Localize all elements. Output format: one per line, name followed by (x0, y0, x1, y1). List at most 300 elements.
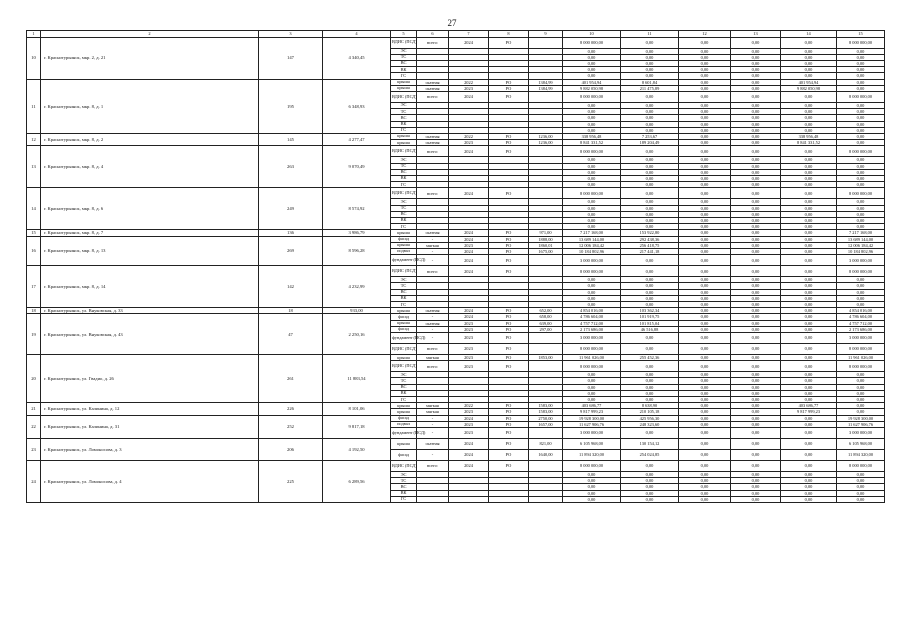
amount-col-13: 0,00 (731, 266, 781, 277)
amount-col-13: 0,00 (731, 182, 781, 188)
work-type: крыша (391, 403, 417, 409)
amount-col-15: 11 627 906,76 (837, 421, 885, 427)
work-type: ЭС (391, 157, 417, 163)
work-volume (529, 333, 563, 344)
work-type: ВС (391, 169, 417, 175)
amount-col-10: 0,00 (563, 48, 621, 54)
column-number-15: 15 (837, 31, 885, 38)
amount-col-14: 9 882 050,98 (781, 85, 837, 91)
work-type: ВДИС (ПСД) (391, 188, 417, 199)
amount-col-14: 0,00 (781, 484, 837, 490)
amount-col-12: 0,00 (679, 308, 731, 314)
amount-col-13: 0,00 (731, 450, 781, 461)
work-volume (529, 344, 563, 355)
amount-col-11: 0,00 (621, 478, 679, 484)
amount-col-13: 0,00 (731, 478, 781, 484)
amount-col-12: 0,00 (679, 490, 731, 496)
amount-col-10: 0,00 (563, 73, 621, 79)
funding-source: РО (489, 421, 529, 427)
work-type: фасад (391, 236, 417, 242)
row-number: 14 (27, 188, 41, 230)
amount-col-13: 0,00 (731, 60, 781, 66)
funding-source: РО (489, 320, 529, 326)
work-type: крыша (391, 320, 417, 326)
work-volume (529, 361, 563, 372)
amount-col-10: 9 817 999,23 (563, 409, 621, 415)
amount-col-12: 0,00 (679, 421, 731, 427)
column-number-4: 4 (323, 31, 391, 38)
amount-col-15: 0,00 (837, 60, 885, 66)
year: 2023 (449, 85, 489, 91)
work-subtype: скатная (417, 133, 449, 139)
work-type: ВК (391, 121, 417, 127)
amount-col-13: 0,00 (731, 236, 781, 242)
amount-col-13: 0,00 (731, 283, 781, 289)
amount-col-13: 0,00 (731, 308, 781, 314)
amount-col-12: 0,00 (679, 73, 731, 79)
amount-col-12: 0,00 (679, 266, 731, 277)
amount-col-15: 0,00 (837, 224, 885, 230)
building-area: 4 340,45 (323, 37, 391, 79)
work-volume: 1583,00 (529, 409, 563, 415)
amount-col-12: 0,00 (679, 248, 731, 254)
amount-col-10: 0,00 (563, 484, 621, 490)
amount-col-11: 0,00 (621, 372, 679, 378)
amount-col-12: 0,00 (679, 283, 731, 289)
work-type: фасад (391, 314, 417, 320)
amount-col-15: 0,00 (837, 205, 885, 211)
amount-col-13: 0,00 (731, 397, 781, 403)
work-subtype: всего: (417, 91, 449, 102)
work-volume: 1888,00 (529, 236, 563, 242)
amount-col-14: 0,00 (781, 127, 837, 133)
amount-col-13: 0,00 (731, 37, 781, 48)
amount-col-11: 0,00 (621, 157, 679, 163)
repair-schedule-sheet (26, 30, 884, 503)
work-type: ТС (391, 205, 417, 211)
amount-col-10: 0,00 (563, 496, 621, 502)
amount-col-10: 8 000 000,00 (563, 461, 621, 472)
work-volume (529, 188, 563, 199)
work-subtype: - (417, 248, 449, 254)
amount-col-12: 0,00 (679, 289, 731, 295)
amount-col-11: 0,00 (621, 67, 679, 73)
funding-source: РО (489, 242, 529, 248)
amount-col-11: 103 362,34 (621, 308, 679, 314)
amount-col-13: 0,00 (731, 355, 781, 361)
work-type: ГС (391, 397, 417, 403)
row-number: 17 (27, 266, 41, 308)
amount-col-10: 0,00 (563, 205, 621, 211)
funding-source: РО (489, 450, 529, 461)
amount-col-12: 0,00 (679, 146, 731, 157)
funding-source: РО (489, 230, 529, 236)
year: 2024 (449, 314, 489, 320)
amount-col-15: 11 894 320,00 (837, 450, 885, 461)
work-type: ГС (391, 496, 417, 502)
amount-col-11: 0,00 (621, 496, 679, 502)
year: 2024 (449, 450, 489, 461)
table-row (27, 461, 885, 472)
amount-col-10: 8 000 000,00 (563, 37, 621, 48)
funding-source: РО (489, 85, 529, 91)
work-type: ГС (391, 302, 417, 308)
work-subtype: всего: (417, 188, 449, 199)
amount-col-10: 0,00 (563, 378, 621, 384)
amount-col-14: 0,00 (781, 333, 837, 344)
year: 2022 (449, 403, 489, 409)
amount-col-13: 0,00 (731, 289, 781, 295)
amount-col-14: 0,00 (781, 48, 837, 54)
work-type: ВС (391, 484, 417, 490)
amount-col-14: 0,00 (781, 428, 837, 439)
year: 2024 (449, 308, 489, 314)
amount-col-11: 8 638,90 (621, 403, 679, 409)
amount-col-13: 0,00 (731, 255, 781, 266)
funding-source: РО (489, 188, 529, 199)
amount-col-14: 0,00 (781, 60, 837, 66)
amount-col-14: 0,00 (781, 121, 837, 127)
building-area: 8 574,92 (323, 188, 391, 230)
amount-col-14: 0,00 (781, 188, 837, 199)
amount-col-15: 12 006 184,42 (837, 242, 885, 248)
amount-col-12: 0,00 (679, 48, 731, 54)
amount-col-11: 189 204,49 (621, 140, 679, 146)
work-type: фасад (391, 450, 417, 461)
work-subtype: скатная (417, 79, 449, 85)
funding-source: РО (489, 314, 529, 320)
amount-col-13: 0,00 (731, 133, 781, 139)
work-subtype: - (417, 236, 449, 242)
work-type: ЭС (391, 48, 417, 54)
amount-col-12: 0,00 (679, 54, 731, 60)
amount-col-10: 0,00 (563, 302, 621, 308)
amount-col-10: 0,00 (563, 217, 621, 223)
amount-col-11: 211 475,89 (621, 85, 679, 91)
amount-col-13: 0,00 (731, 326, 781, 332)
amount-col-11: 0,00 (621, 109, 679, 115)
amount-col-12: 0,00 (679, 205, 731, 211)
work-type: ВК (391, 67, 417, 73)
amount-col-14: 0,00 (781, 421, 837, 427)
amount-col-14: 0,00 (781, 102, 837, 108)
work-subtype: мягкая (417, 409, 449, 415)
amount-col-14: 0,00 (781, 67, 837, 73)
amount-col-10: 13 689 144,00 (563, 236, 621, 242)
funding-source: РО (489, 326, 529, 332)
amount-col-12: 0,00 (679, 302, 731, 308)
amount-col-13: 0,00 (731, 344, 781, 355)
amount-col-10: 338 956,48 (563, 133, 621, 139)
residents-count: 269 (259, 236, 323, 266)
amount-col-10: 0,00 (563, 199, 621, 205)
amount-col-14: 0,00 (781, 242, 837, 248)
year: 2023 (449, 140, 489, 146)
amount-col-14: 0,00 (781, 236, 837, 242)
work-subtype: - (417, 314, 449, 320)
amount-col-10: 0,00 (563, 283, 621, 289)
amount-col-14: 0,00 (781, 146, 837, 157)
amount-col-10: 0,00 (563, 390, 621, 396)
amount-col-10: 0,00 (563, 169, 621, 175)
amount-col-13: 0,00 (731, 217, 781, 223)
amount-col-13: 0,00 (731, 175, 781, 181)
amount-col-11: 0,00 (621, 102, 679, 108)
amount-col-14: 0,00 (781, 378, 837, 384)
amount-col-10: 8 000 000,00 (563, 91, 621, 102)
amount-col-10: 8 000 000,00 (563, 361, 621, 372)
amount-col-13: 0,00 (731, 490, 781, 496)
amount-col-15: 19 928 300,00 (837, 415, 885, 421)
amount-col-14: 401 954,94 (781, 79, 837, 85)
amount-col-14: 0,00 (781, 461, 837, 472)
year: 2024 (449, 248, 489, 254)
work-volume: 1583,00 (529, 403, 563, 409)
funding-source: РО (489, 266, 529, 277)
work-type: фундамент (ПСД) (391, 333, 417, 344)
funding-source: РО (489, 428, 529, 439)
amount-col-15: 13 689 144,00 (837, 236, 885, 242)
amount-col-15: 6 105 968,00 (837, 439, 885, 450)
work-type: ГС (391, 73, 417, 79)
amount-col-11: 0,00 (621, 127, 679, 133)
amount-col-10: 8 000 000,00 (563, 188, 621, 199)
year: 2024 (449, 439, 489, 450)
column-number-2: 2 (41, 31, 259, 38)
building-area: 8 101,06 (323, 403, 391, 415)
amount-col-10: 0,00 (563, 54, 621, 60)
work-type: ЭС (391, 102, 417, 108)
amount-col-14: 0,00 (781, 169, 837, 175)
amount-col-10: 0,00 (563, 295, 621, 301)
amount-col-11: 0,00 (621, 175, 679, 181)
amount-col-12: 0,00 (679, 372, 731, 378)
work-type: ВК (391, 175, 417, 181)
column-number-5: 5 (391, 31, 417, 38)
funding-source: РО (489, 146, 529, 157)
work-type: крыша (391, 133, 417, 139)
table-body (27, 37, 885, 503)
work-type: фундамент (ПСД) (391, 255, 417, 266)
amount-col-12: 0,00 (679, 277, 731, 283)
amount-col-15: 0,00 (837, 490, 885, 496)
amount-col-12: 0,00 (679, 230, 731, 236)
row-number: 22 (27, 415, 41, 438)
work-type: ВК (391, 490, 417, 496)
year: 2023 (449, 344, 489, 355)
amount-col-15: 0,00 (837, 484, 885, 490)
amount-col-10: 8 841 331,52 (563, 140, 621, 146)
year: 2024 (449, 230, 489, 236)
amount-col-13: 0,00 (731, 314, 781, 320)
amount-col-14: 0,00 (781, 163, 837, 169)
column-number-3: 3 (259, 31, 323, 38)
amount-col-10: 0,00 (563, 67, 621, 73)
work-volume: 1384,99 (529, 79, 563, 85)
amount-col-14: 0,00 (781, 320, 837, 326)
table-row (27, 37, 885, 48)
row-number: 10 (27, 37, 41, 79)
work-type: крыша (391, 308, 417, 314)
amount-col-14: 0,00 (781, 91, 837, 102)
work-volume: 821,00 (529, 439, 563, 450)
amount-col-12: 0,00 (679, 157, 731, 163)
amount-col-10: 0,00 (563, 478, 621, 484)
amount-col-12: 0,00 (679, 199, 731, 205)
amount-col-10: 0,00 (563, 224, 621, 230)
building-address: г. Краснотурьинск, ул. Калинина, д. 31 (41, 415, 259, 438)
funding-source: РО (489, 248, 529, 254)
work-type: крыша (391, 439, 417, 450)
work-volume (529, 37, 563, 48)
amount-col-13: 0,00 (731, 302, 781, 308)
amount-col-15: 0,00 (837, 169, 885, 175)
building-address: г. Краснотурьинск, мкр. 8, д. 14 (41, 266, 259, 308)
year: 2023 (449, 242, 489, 248)
amount-col-15: 8 000 000,00 (837, 37, 885, 48)
column-number-14: 14 (781, 31, 837, 38)
amount-col-14: 0,00 (781, 361, 837, 372)
year: 2024 (449, 146, 489, 157)
amount-col-12: 0,00 (679, 140, 731, 146)
amount-col-11: 0,00 (621, 378, 679, 384)
amount-col-12: 0,00 (679, 314, 731, 320)
amount-col-11: 0,00 (621, 428, 679, 439)
column-number-8: 8 (489, 31, 529, 38)
amount-col-14: 0,00 (781, 308, 837, 314)
amount-col-12: 0,00 (679, 355, 731, 361)
amount-col-13: 0,00 (731, 169, 781, 175)
amount-col-14: 0,00 (781, 415, 837, 421)
amount-col-11: 0,00 (621, 266, 679, 277)
amount-col-12: 0,00 (679, 403, 731, 409)
amount-col-14: 0,00 (781, 314, 837, 320)
amount-col-13: 0,00 (731, 121, 781, 127)
amount-col-15: 7 217 168,00 (837, 230, 885, 236)
table-row (27, 188, 885, 199)
empty-cell (489, 496, 529, 502)
work-type: крыша (391, 140, 417, 146)
amount-col-13: 0,00 (731, 242, 781, 248)
amount-col-15: 0,00 (837, 67, 885, 73)
amount-col-13: 0,00 (731, 403, 781, 409)
amount-col-12: 0,00 (679, 102, 731, 108)
amount-col-11: 0,00 (621, 182, 679, 188)
funding-source: РО (489, 439, 529, 450)
amount-col-12: 0,00 (679, 127, 731, 133)
building-address: г. Краснотурьинск, ул. Ломоносова, д. 4 (41, 461, 259, 503)
work-subtype: всего: (417, 361, 449, 372)
work-type: ВДИС (ПСД) (391, 37, 417, 48)
amount-col-13: 0,00 (731, 277, 781, 283)
row-number: 23 (27, 439, 41, 461)
amount-col-10: 0,00 (563, 115, 621, 121)
amount-col-12: 0,00 (679, 85, 731, 91)
amount-col-12: 0,00 (679, 121, 731, 127)
amount-col-15: 0,00 (837, 140, 885, 146)
amount-col-11: 256 418,75 (621, 242, 679, 248)
repair-schedule-table (26, 30, 885, 503)
amount-col-15: 0,00 (837, 48, 885, 54)
amount-col-15: 0,00 (837, 121, 885, 127)
amount-col-14: 0,00 (781, 277, 837, 283)
work-type: ЭС (391, 277, 417, 283)
amount-col-12: 0,00 (679, 67, 731, 73)
amount-col-11: 0,00 (621, 283, 679, 289)
year: 2024 (449, 415, 489, 421)
row-number: 15 (27, 230, 41, 236)
work-subtype: скатная (417, 230, 449, 236)
amount-col-15: 0,00 (837, 283, 885, 289)
work-volume: 1640,00 (529, 450, 563, 461)
amount-col-13: 0,00 (731, 48, 781, 54)
amount-col-15: 8 000 000,00 (837, 266, 885, 277)
work-subtype: мягкая (417, 355, 449, 361)
amount-col-14: 0,00 (781, 255, 837, 266)
year: 2023 (449, 320, 489, 326)
work-volume: 639,00 (529, 320, 563, 326)
amount-col-13: 0,00 (731, 361, 781, 372)
amount-col-13: 0,00 (731, 85, 781, 91)
residents-count: 147 (259, 37, 323, 79)
amount-col-13: 0,00 (731, 295, 781, 301)
amount-col-15: 0,00 (837, 390, 885, 396)
amount-col-10: 0,00 (563, 102, 621, 108)
amount-col-14: 0,00 (781, 217, 837, 223)
work-type: крыша (391, 85, 417, 91)
building-area: 8 596,28 (323, 236, 391, 266)
residents-count: 261 (259, 355, 323, 403)
work-volume (529, 91, 563, 102)
amount-col-14: 0,00 (781, 37, 837, 48)
work-subtype: - (417, 428, 449, 439)
amount-col-15: 8 000 000,00 (837, 361, 885, 372)
amount-col-11: 0,00 (621, 277, 679, 283)
amount-col-14: 0,00 (781, 397, 837, 403)
work-type: ВДИС (ПСД) (391, 146, 417, 157)
amount-col-12: 0,00 (679, 91, 731, 102)
residents-count: 47 (259, 314, 323, 355)
amount-col-15: 0,00 (837, 384, 885, 390)
amount-col-10: 0,00 (563, 163, 621, 169)
work-type: ЭС (391, 199, 417, 205)
row-number: 16 (27, 236, 41, 266)
column-number-11: 11 (621, 31, 679, 38)
amount-col-12: 0,00 (679, 182, 731, 188)
year: 2023 (449, 421, 489, 427)
amount-col-10: 401 954,94 (563, 79, 621, 85)
column-number-9: 9 (529, 31, 563, 38)
column-number-6: 6 (417, 31, 449, 38)
amount-col-15: 0,00 (837, 102, 885, 108)
column-number-13: 13 (731, 31, 781, 38)
work-type: ВС (391, 115, 417, 121)
amount-col-10: 8 000 000,00 (563, 146, 621, 157)
amount-col-12: 0,00 (679, 450, 731, 461)
work-type: ВДИС (ПСД) (391, 266, 417, 277)
amount-col-10: 4 786 604,00 (563, 314, 621, 320)
amount-col-11: 0,00 (621, 37, 679, 48)
amount-col-15: 0,00 (837, 175, 885, 181)
row-number: 20 (27, 355, 41, 403)
amount-col-14: 9 817 999,23 (781, 409, 837, 415)
amount-col-12: 0,00 (679, 361, 731, 372)
amount-col-11: 0,00 (621, 48, 679, 54)
amount-col-10: 0,00 (563, 109, 621, 115)
row-number: 12 (27, 133, 41, 145)
funding-source: РО (489, 355, 529, 361)
amount-col-15: 3 000 000,00 (837, 428, 885, 439)
